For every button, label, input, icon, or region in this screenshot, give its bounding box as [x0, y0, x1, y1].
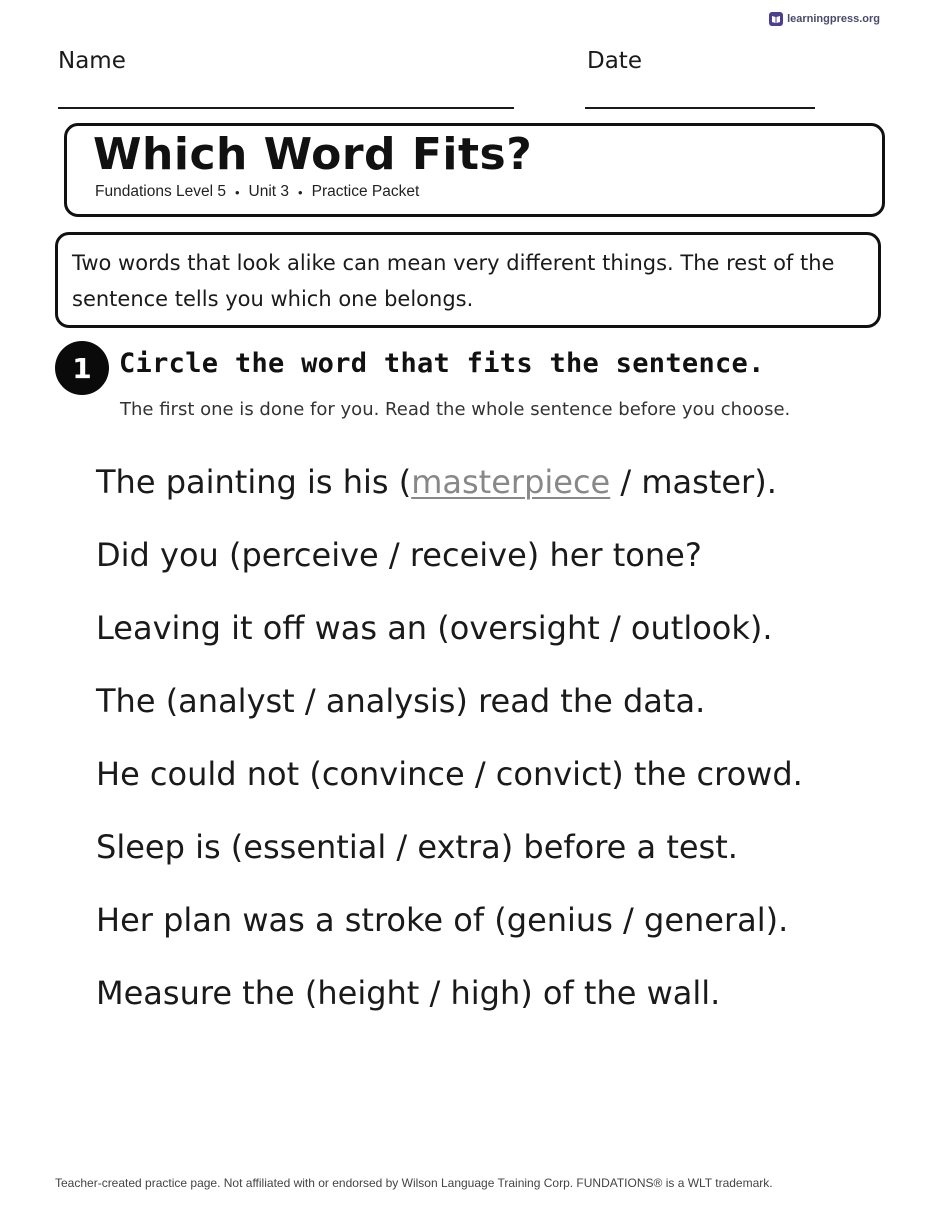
separator-dot: •	[234, 184, 240, 200]
example-before: The painting is his (	[96, 463, 412, 501]
level-text: Fundations Level 5	[95, 183, 226, 200]
intro-box	[55, 232, 881, 328]
date-field[interactable]	[585, 107, 815, 109]
sentence-item[interactable]: He could not (convince / convict) the crowd.	[96, 755, 803, 793]
brand-text: learningpress.org	[787, 13, 880, 25]
sentence-item[interactable]: Sleep is (essential / extra) before a test.	[96, 828, 738, 866]
step-number-badge: 1	[55, 341, 109, 395]
separator-dot: •	[298, 184, 303, 200]
title-box	[64, 123, 885, 217]
packet-text: Practice Packet	[311, 183, 420, 200]
example-after: / master).	[610, 463, 777, 501]
sentence-list	[96, 456, 896, 1040]
intro-text: Two words that look alike can mean very different things. The rest of the sentence tells you which one belongs.	[72, 251, 835, 311]
section-instructions: The first one is done for you. Read the whole sentence before you choose.	[120, 399, 791, 420]
book-icon	[769, 12, 783, 26]
example-sentence	[96, 456, 896, 529]
brand-logo	[769, 12, 880, 26]
sentence-item[interactable]: The (analyst / analysis) read the data.	[96, 682, 706, 720]
page-title: Which Word Fits?	[93, 129, 533, 180]
name-field[interactable]	[58, 107, 514, 109]
unit-text: Unit 3	[248, 183, 290, 200]
sentence-item[interactable]: Measure the (height / high) of the wall.	[96, 974, 721, 1012]
footer-disclaimer: Teacher-created practice page. Not affiliated with or endorsed by Wilson Language Training Corp. FUNDATIONS® is a WLT trademark.	[55, 1176, 773, 1190]
section-heading: Circle the word that fits the sentence.	[119, 348, 765, 379]
example-answer: masterpiece	[411, 463, 611, 501]
sentence-item[interactable]: Leaving it off was an (oversight / outlook).	[96, 609, 773, 647]
sentence-item[interactable]: Her plan was a stroke of (genius / general).	[96, 901, 789, 939]
subtitle	[95, 183, 419, 201]
date-label: Date	[587, 48, 642, 74]
name-label: Name	[58, 48, 126, 74]
sentence-item[interactable]: Did you (perceive / receive) her tone?	[96, 536, 702, 574]
